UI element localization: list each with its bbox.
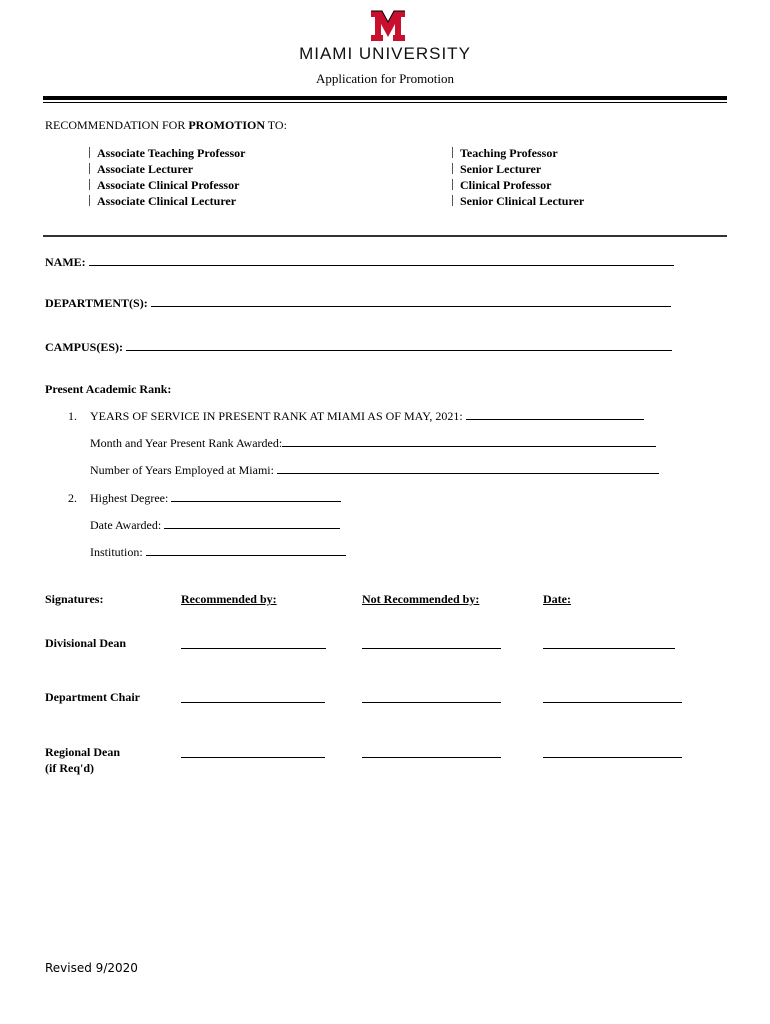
- rank-option[interactable]: Senior Clinical Lecturer: [452, 193, 584, 209]
- date-awarded-field[interactable]: [164, 518, 340, 529]
- item2-number: 2.: [68, 491, 77, 505]
- checkbox-icon[interactable]: [452, 163, 458, 174]
- checkbox-icon[interactable]: [452, 147, 458, 158]
- section-rule: [43, 235, 727, 237]
- not-recommended-signature-field[interactable]: [362, 747, 501, 758]
- recommended-signature-field[interactable]: [181, 692, 325, 703]
- campus-row: [45, 340, 672, 355]
- highest-degree-label: Highest Degree:: [90, 491, 169, 505]
- month-year-label: Month and Year Present Rank Awarded:: [90, 436, 283, 450]
- signatures-heading: Signatures:: [45, 592, 104, 606]
- rank-options-right: [452, 145, 584, 209]
- years-service-row: [90, 409, 644, 424]
- rank-option[interactable]: Senior Lecturer: [452, 161, 584, 177]
- form-title: Application for Promotion: [316, 71, 454, 86]
- recommendation-bold: PROMOTION: [188, 118, 266, 132]
- years-employed-field[interactable]: [277, 463, 659, 474]
- recommendation-prefix: RECOMMENDATION FOR: [45, 118, 189, 132]
- years-employed-row: [90, 463, 659, 478]
- revised-date: Revised 9/2020: [45, 961, 138, 975]
- date-field[interactable]: [543, 692, 682, 703]
- years-service-label: YEARS OF SERVICE IN PRESENT RANK AT MIAMI AS OF MAY, 2021:: [90, 409, 463, 423]
- date-field[interactable]: [543, 747, 682, 758]
- col-not-recommended: Not Recommended by:: [362, 592, 480, 606]
- department-field[interactable]: [151, 296, 671, 307]
- present-rank-label: Present Academic Rank:: [45, 382, 172, 396]
- recommended-signature-field[interactable]: [181, 747, 325, 758]
- campus-label: CAMPUS(ES):: [45, 340, 123, 354]
- col-recommended: Recommended by:: [181, 592, 277, 606]
- checkbox-icon[interactable]: [89, 179, 95, 190]
- signer-label: Department Chair: [45, 690, 140, 704]
- name-field[interactable]: [89, 255, 674, 266]
- institution-label: Institution:: [90, 545, 143, 559]
- not-recommended-signature-field[interactable]: [362, 692, 501, 703]
- checkbox-icon[interactable]: [89, 163, 95, 174]
- name-row: [45, 255, 674, 270]
- highest-degree-field[interactable]: [171, 491, 341, 502]
- institution-row: [90, 545, 346, 560]
- item1-number: 1.: [68, 409, 77, 423]
- checkbox-icon[interactable]: [452, 179, 458, 190]
- years-employed-label: Number of Years Employed at Miami:: [90, 463, 274, 477]
- campus-field[interactable]: [126, 340, 672, 351]
- col-date: Date:: [543, 592, 571, 606]
- date-awarded-label: Date Awarded:: [90, 518, 162, 532]
- name-label: NAME:: [45, 255, 86, 269]
- checkbox-icon[interactable]: [89, 147, 95, 158]
- checkbox-icon[interactable]: [452, 195, 458, 206]
- not-recommended-signature-field[interactable]: [362, 638, 501, 649]
- rank-option[interactable]: Associate Teaching Professor: [89, 145, 245, 161]
- miami-m-logo: [370, 10, 406, 42]
- rank-option[interactable]: Associate Clinical Professor: [89, 177, 245, 193]
- signer-label: Regional Dean: [45, 745, 120, 759]
- month-year-row: [90, 436, 656, 451]
- rank-option[interactable]: Teaching Professor: [452, 145, 584, 161]
- institution-field[interactable]: [146, 545, 346, 556]
- recommended-signature-field[interactable]: [181, 638, 326, 649]
- department-row: [45, 296, 671, 311]
- date-awarded-row: [90, 518, 340, 533]
- date-field[interactable]: [543, 638, 675, 649]
- department-label: DEPARTMENT(S):: [45, 296, 148, 310]
- month-year-field[interactable]: [282, 436, 656, 447]
- university-name: MIAMI UNIVERSITY: [299, 44, 471, 63]
- header-rule-thick: [43, 96, 727, 100]
- rank-option[interactable]: Associate Lecturer: [89, 161, 245, 177]
- checkbox-icon[interactable]: [89, 195, 95, 206]
- rank-option[interactable]: Associate Clinical Lecturer: [89, 193, 245, 209]
- rank-option[interactable]: Clinical Professor: [452, 177, 584, 193]
- header-rule-thin: [43, 102, 727, 103]
- highest-degree-row: [90, 491, 341, 506]
- recommendation-suffix: TO:: [265, 118, 287, 132]
- signer-label: Divisional Dean: [45, 636, 127, 650]
- rank-options-left: [89, 145, 245, 209]
- recommendation-label: [45, 118, 287, 133]
- years-service-field[interactable]: [466, 409, 644, 420]
- signer-label-note: (if Req'd): [45, 761, 94, 775]
